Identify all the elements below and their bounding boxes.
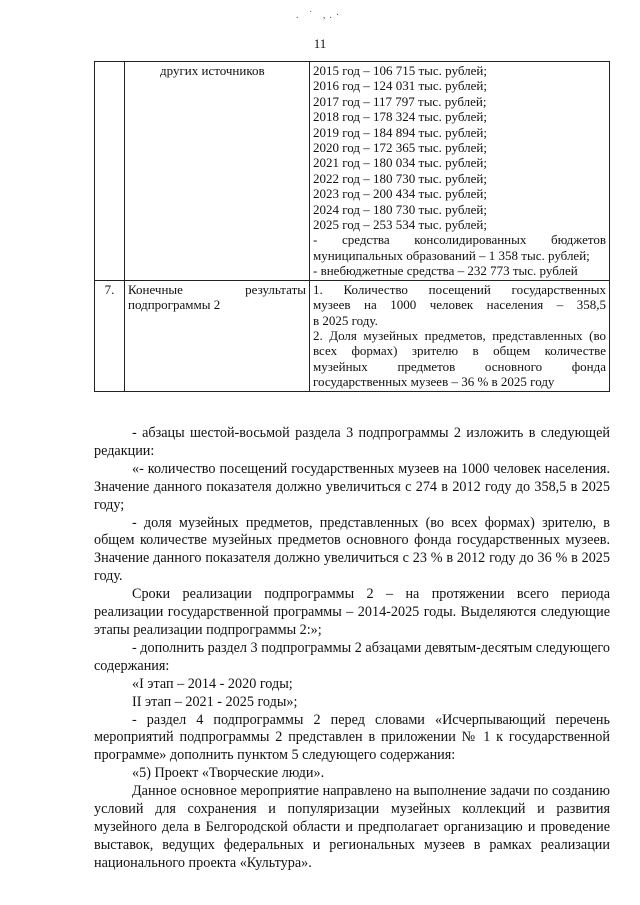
amendment-text — [94, 425, 610, 873]
paragraph-implementation-period: Сроки реализации подпрограммы 2 – на протяжении всего периода реализации государственной программы – 2014-2025 годы. Выделяются следующие этапы реализации подпрограммы 2:»; — [94, 586, 610, 638]
row-name-cell — [125, 62, 310, 281]
row-name-line-1: Конечные результаты — [128, 281, 306, 297]
paragraph-sections-6-8: - абзацы шестой-восьмой раздела 3 подпрограммы 2 изложить в следующей редакции: — [94, 425, 610, 459]
result-2-line-1: 2. Доля музейных предметов, представленных (во — [313, 327, 606, 343]
results-values-cell — [310, 280, 610, 391]
paragraph-creative-people-project: «5) Проект «Творческие люди». — [132, 765, 325, 782]
extrabudget-funds-line: - внебюджетные средства – 232 773 тыс. рублей — [313, 263, 578, 279]
result-2-line-2: всех формах) зрителю в общем количестве — [313, 343, 606, 359]
row-name-text: других источников — [160, 63, 265, 78]
consolidated-budget-line-1: - средства консолидированных бюджетов — [313, 232, 606, 248]
funding-year-2018: 2018 год – 178 324 тыс. рублей; — [313, 109, 487, 125]
row-number-cell — [95, 62, 125, 281]
table-row-final-results — [95, 280, 610, 391]
funding-year-2025: 2025 год – 253 534 тыс. рублей; — [313, 217, 487, 233]
paragraph-stage-2: II этап – 2021 - 2025 годы»; — [132, 693, 298, 710]
program-passport-table — [94, 61, 610, 392]
funding-year-2023: 2023 год – 200 434 тыс. рублей; — [313, 186, 487, 202]
result-1-line-2: музеев на 1000 человек населения – 358,5 — [313, 297, 606, 313]
result-2-line-4: государственных музеев – 36 % в 2025 году — [313, 374, 555, 390]
consolidated-budget-line-2: муниципальных образований – 1 358 тыс. рублей; — [313, 247, 590, 263]
paragraph-museum-items-indicator: - доля музейных предметов, представленных (во всех формах) зрителю, в общем количестве музейных предметов основного фонда государственных музеев. Значение данного показателя должно увеличиться с 23 % в 2012 году до 36 % в 2025 году. — [94, 514, 610, 585]
funding-year-2022: 2022 год – 180 730 тыс. рублей; — [313, 170, 487, 186]
funding-year-2019: 2019 год – 184 894 тыс. рублей; — [313, 124, 487, 140]
result-1-line-1: 1. Количество посещений государственных — [313, 281, 606, 297]
funding-year-2015: 2015 год – 106 715 тыс. рублей; — [313, 63, 487, 78]
result-1-line-3: в 2025 году. — [313, 312, 378, 328]
funding-year-2017: 2017 год – 117 797 тыс. рублей; — [313, 93, 487, 109]
scan-artifact-dots: . ˙ ,.· — [296, 10, 344, 21]
row-number-cell: 7. — [95, 280, 125, 391]
funding-values-cell — [310, 62, 610, 281]
result-2-line-3: музейных предметов основного фонда — [313, 358, 606, 374]
paragraph-project-description: Данное основное мероприятие направлено на выполнение задачи по созданию условий для сохранения и популяризации музейных коллекций и развития музейного дела в Белгородской области и предполагает организацию и проведение выставок, ведущих федеральных и региональных музеев в рамках реализации национального проекта «Культура». — [94, 783, 610, 871]
funding-year-2021: 2021 год – 180 034 тыс. рублей; — [313, 155, 487, 171]
table-row-funding-sources — [95, 62, 610, 281]
funding-year-2016: 2016 год – 124 031 тыс. рублей; — [313, 78, 487, 94]
funding-year-2020: 2020 год – 172 365 тыс. рублей; — [313, 140, 487, 156]
page-number: 11 — [313, 36, 327, 51]
row-name-line-2: подпрограммы 2 — [128, 297, 221, 313]
row-name-cell — [125, 280, 310, 391]
paragraph-section-4-addition: - раздел 4 подпрограммы 2 перед словами «Исчерпывающий перечень мероприятий подпрограммы 2 представлен в приложении № 1 к государственной программе» дополнить пунктом 5 следующего содержания: — [94, 711, 610, 764]
funding-year-2024: 2024 год – 180 730 тыс. рублей; — [313, 201, 487, 217]
paragraph-stage-1: «I этап – 2014 - 2020 годы; — [132, 675, 293, 692]
paragraph-visits-indicator: «- количество посещений государственных музеев на 1000 человек населения. Значение данного показателя должно увеличиться с 274 в 2012 году до 358,5 в 2025 году; — [94, 460, 610, 513]
paragraph-add-paragraphs: - дополнить раздел 3 подпрограммы 2 абзацами девятым-десятым следующего содержания: — [94, 639, 610, 674]
